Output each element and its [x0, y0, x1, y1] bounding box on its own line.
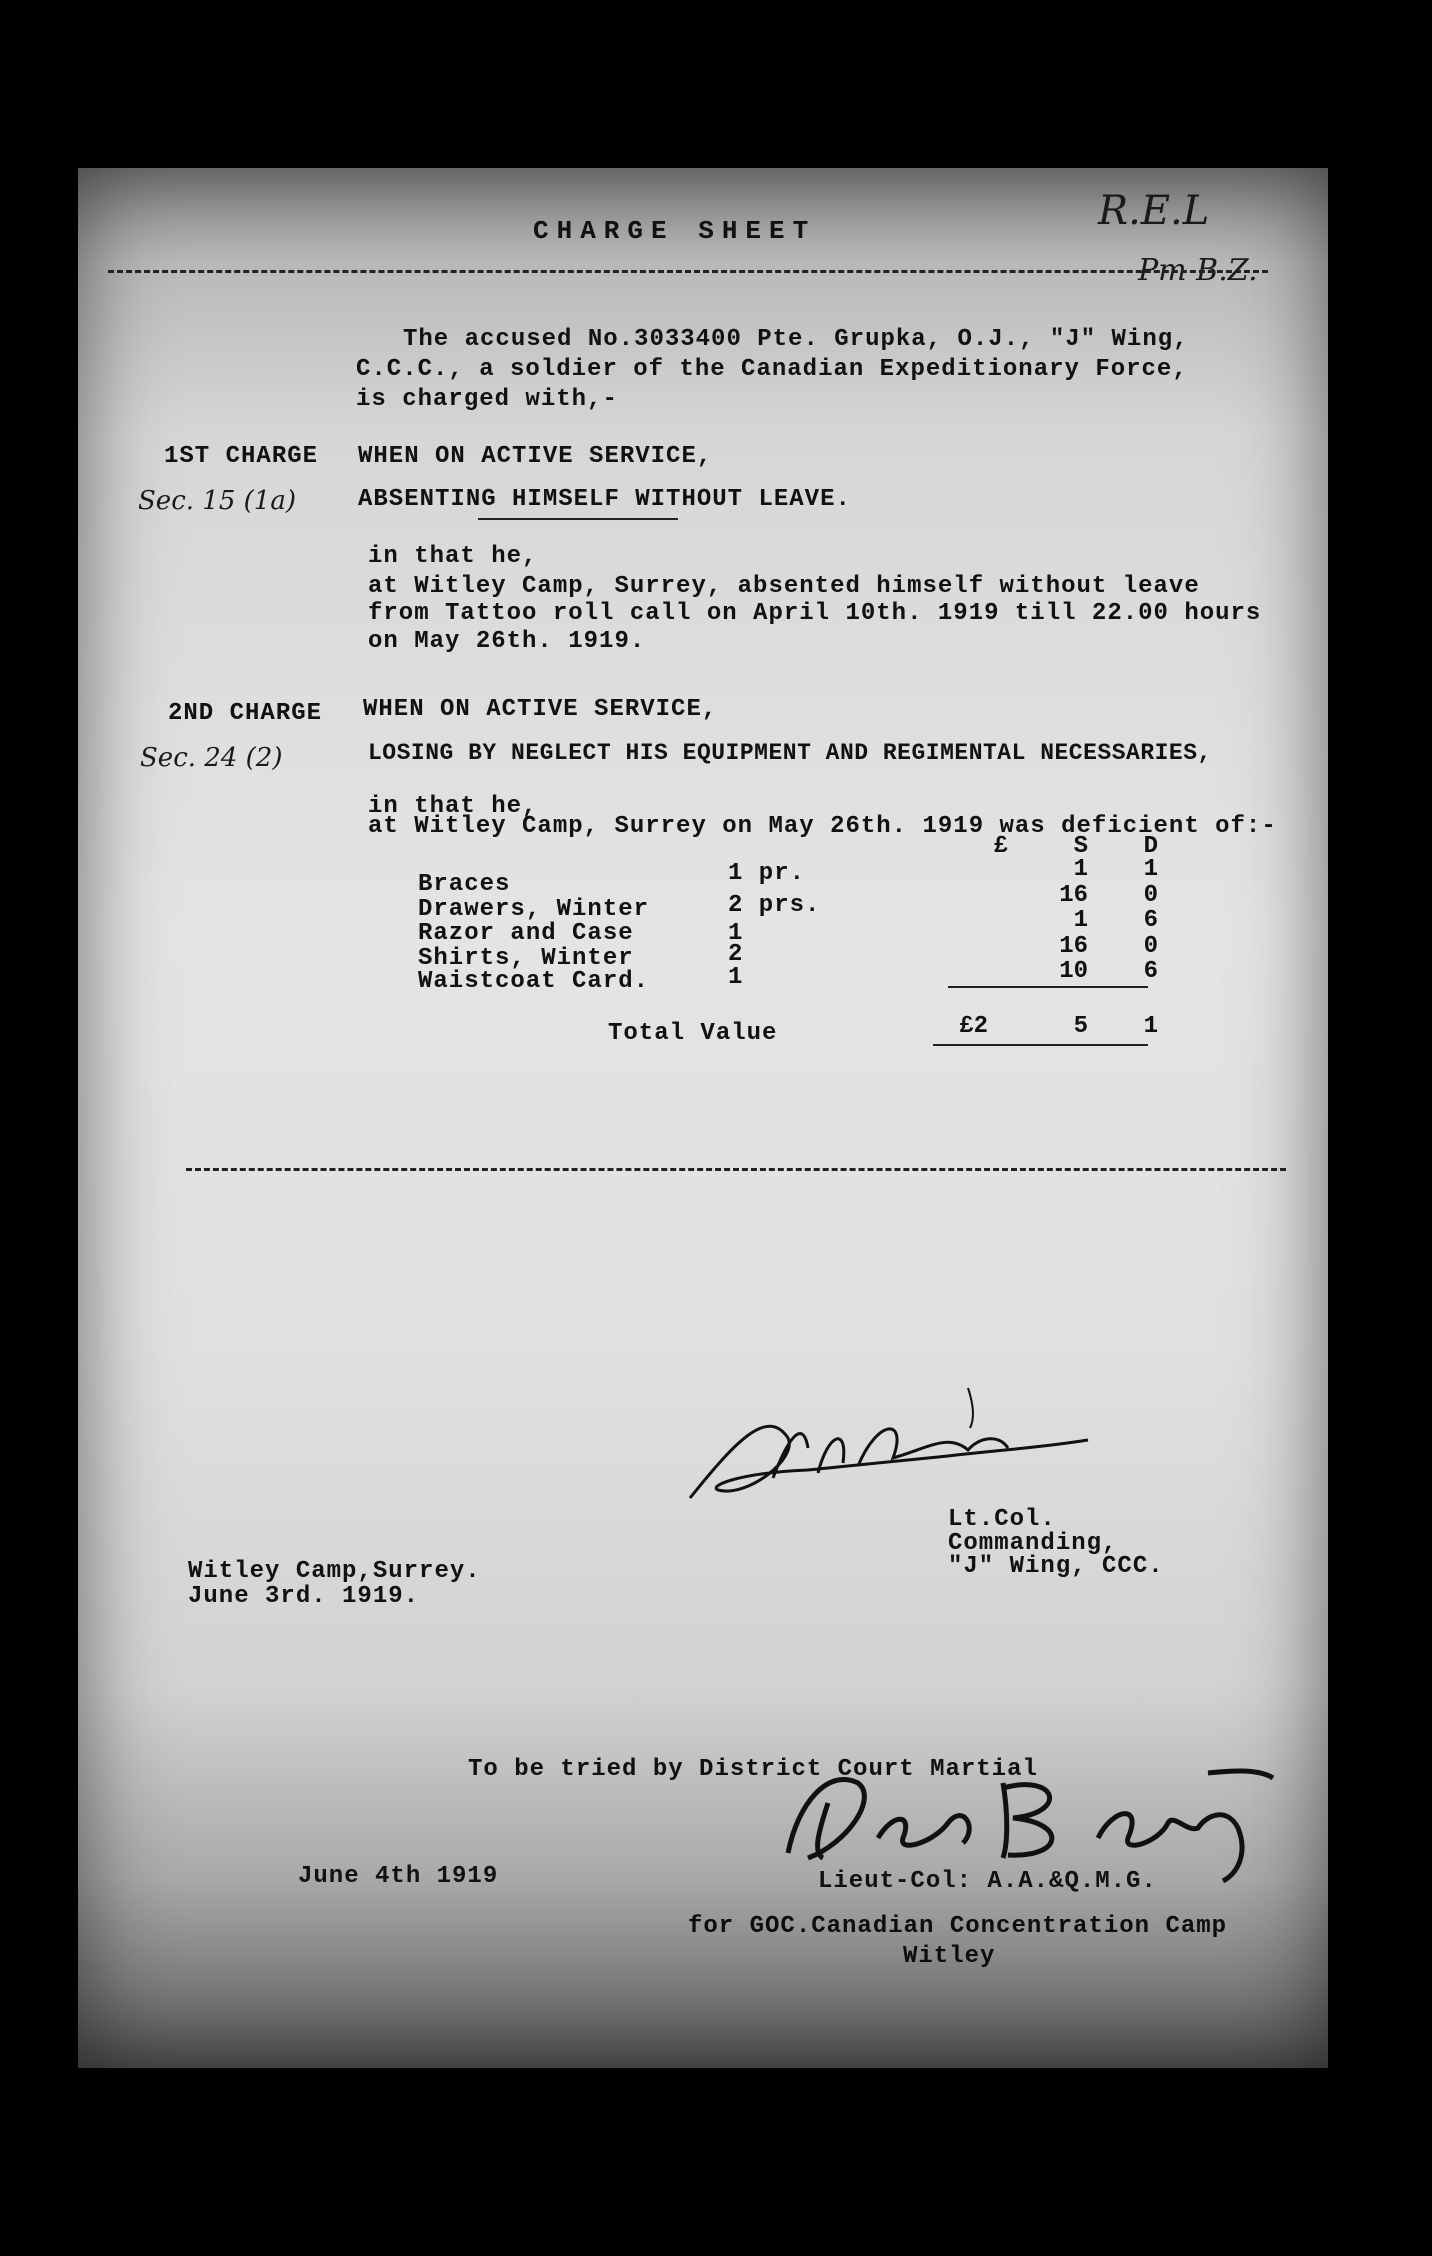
item-pence: 0 — [1143, 882, 1158, 909]
endorsement-rank: Lieut-Col: A.A.&Q.M.G. — [818, 1868, 1157, 1895]
corner-annotation-2: Pm B.Z. — [1138, 253, 1258, 288]
charge1-particular-4: on May 26th. 1919. — [368, 628, 646, 655]
corner-annotation: R.E.L — [1098, 188, 1210, 234]
officer-role: Commanding, — [948, 1530, 1118, 1557]
charge2-offence: LOSING BY NEGLECT HIS EQUIPMENT AND REGIMENTAL NECESSARIES, — [368, 740, 1212, 766]
preamble-line-2: C.C.C., a soldier of the Canadian Expeditionary Force, — [356, 356, 1188, 383]
total-pounds: £2 — [959, 1013, 988, 1040]
item-name: Shirts, Winter — [418, 945, 634, 972]
shillings-header: S — [1073, 833, 1088, 860]
total-rule — [933, 1044, 1148, 1046]
item-pence: 6 — [1143, 958, 1158, 985]
subtotal-rule — [948, 986, 1148, 988]
charge2-section: Sec. 24 (2) — [140, 743, 283, 773]
charge1-particular-2: at Witley Camp, Surrey, absented himself without leave — [368, 573, 1200, 600]
signoff-place: Witley Camp,Surrey. — [188, 1558, 481, 1585]
section-divider — [186, 1168, 1286, 1171]
item-shillings: 1 — [1073, 907, 1088, 934]
pence-header: D — [1143, 833, 1158, 860]
endorsement-for-line: for GOC.Canadian Concentration Camp — [688, 1913, 1228, 1940]
charge2-heading: WHEN ON ACTIVE SERVICE, — [363, 696, 718, 723]
item-name: Drawers, Winter — [418, 896, 650, 923]
preamble-line-3: is charged with,- — [356, 386, 618, 413]
item-shillings: 16 — [1059, 882, 1088, 909]
item-shillings: 16 — [1059, 933, 1088, 960]
item-pence: 6 — [1143, 907, 1158, 934]
item-pence: 1 — [1143, 856, 1158, 883]
charge1-heading: WHEN ON ACTIVE SERVICE, — [358, 443, 713, 470]
total-shillings: 5 — [1073, 1013, 1088, 1040]
charge1-label: 1ST CHARGE — [164, 443, 319, 470]
item-name: Razor and Case — [418, 920, 634, 947]
charge1-particular-1: in that he, — [368, 543, 538, 570]
total-pence: 1 — [1143, 1013, 1158, 1040]
charge-sheet-page — [78, 168, 1328, 2068]
item-qty: 1 pr. — [728, 860, 806, 887]
pounds-header: £ — [993, 833, 1008, 860]
signoff-date: June 3rd. 1919. — [188, 1583, 420, 1610]
item-qty: 1 — [728, 920, 744, 947]
endorsement-date: June 4th 1919 — [298, 1863, 499, 1890]
endorsing-officer-signature — [768, 1743, 1288, 1883]
item-pence: 0 — [1143, 933, 1158, 960]
item-name: Braces — [418, 871, 511, 898]
item-shillings: 1 — [1073, 856, 1088, 883]
header-divider — [108, 270, 1268, 273]
officer-rank: Lt.Col. — [948, 1506, 1056, 1533]
item-qty: 1 — [728, 964, 744, 991]
charge1-particular-3: from Tattoo roll call on April 10th. 1919 till 22.00 hours — [368, 600, 1262, 627]
total-label: Total Value — [608, 1020, 778, 1047]
charge1-offence-underline — [478, 518, 678, 520]
charge2-particular-1: in that he, — [368, 793, 538, 820]
endorsement-text: To be tried by District Court Martial — [468, 1756, 1038, 1783]
charge2-label: 2ND CHARGE — [168, 700, 323, 727]
endorsement-place: Witley — [903, 1943, 996, 1970]
preamble-line-1: The accused No.3033400 Pte. Grupka, O.J., "J" Wing, — [403, 326, 1189, 353]
item-qty: 2 — [728, 941, 744, 968]
item-qty: 2 prs. — [728, 892, 821, 919]
page-title: CHARGE SHEET — [533, 216, 817, 246]
charge1-section: Sec. 15 (1a) — [138, 486, 296, 516]
charge1-offence: ABSENTING HIMSELF WITHOUT LEAVE. — [358, 486, 851, 513]
item-name: Waistcoat Card. — [418, 968, 650, 995]
officer-unit: "J" Wing, CCC. — [948, 1553, 1164, 1580]
charge2-particular-2: at Witley Camp, Surrey on May 26th. 1919 was deficient of:- — [368, 813, 1277, 840]
item-shillings: 10 — [1059, 958, 1088, 985]
